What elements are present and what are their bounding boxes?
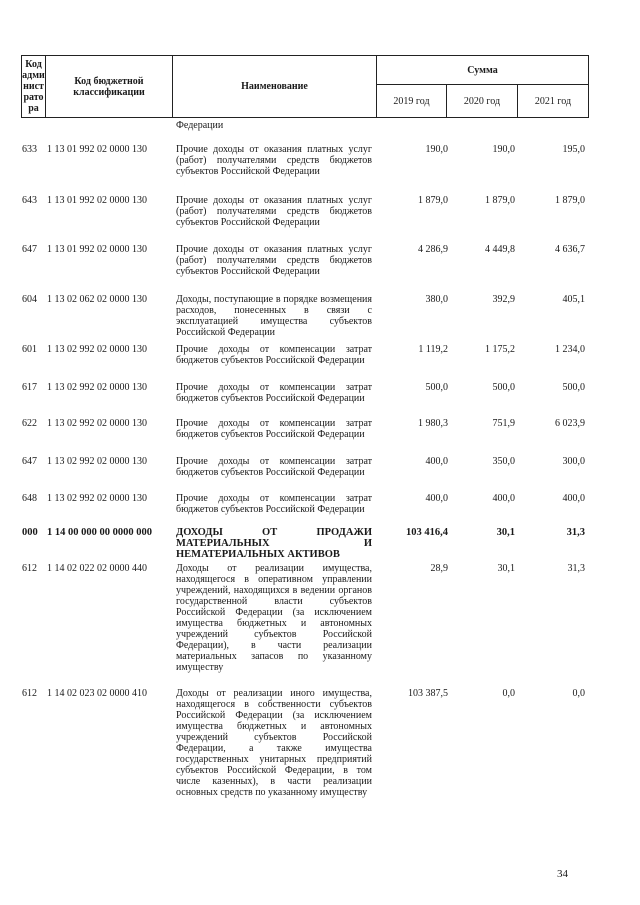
budget-code-cell: 1 13 01 992 02 0000 130 [47,144,147,155]
admin-code-cell: 643 [22,195,37,206]
amount-2020-cell: 392,9 [492,294,515,305]
amount-2021-cell: 405,1 [562,294,585,305]
amount-2019-cell: 400,0 [425,456,448,467]
amount-2019-cell: 4 286,9 [418,244,448,255]
amount-2020-cell: 1 879,0 [485,195,515,206]
amount-2020-cell: 0,0 [502,688,515,699]
amount-2021-cell: 6 023,9 [555,418,585,429]
amount-2021-cell: 1 234,0 [555,344,585,355]
amount-2021-cell: 31,3 [567,563,585,574]
admin-code-cell: 648 [22,493,37,504]
amount-2021-cell: 300,0 [562,456,585,467]
name-cell: Прочие доходы от оказания платных услуг (работ) получателями средств бюджетов субъектов Российской Федерации [176,144,372,177]
name-cell: Прочие доходы от компенсации затрат бюджетов субъектов Российской Федерации [176,418,372,440]
admin-code-cell: 612 [22,563,37,574]
amount-2020-cell: 4 449,8 [485,244,515,255]
header-year-2021: 2021 год [517,84,589,118]
amount-2021-cell: 1 879,0 [555,195,585,206]
admin-code-cell: 617 [22,382,37,393]
amount-2020-cell: 751,9 [492,418,515,429]
budget-code-cell: 1 13 02 992 02 0000 130 [47,382,147,393]
header-year-2019: 2019 год [376,84,447,118]
amount-2020-cell: 400,0 [492,493,515,504]
budget-code-cell: 1 13 02 992 02 0000 130 [47,456,147,467]
amount-2019-cell: 400,0 [425,493,448,504]
name-cell: Доходы, поступающие в порядке возмещения расходов, понесенных в связи с эксплуатацией имущества субъектов Российской Федерации [176,294,372,338]
budget-code-cell: 1 13 01 992 02 0000 130 [47,195,147,206]
admin-code-cell: 647 [22,456,37,467]
header-admin-code: Код адми нист рато ра [21,55,46,118]
budget-code-cell: 1 14 02 023 02 0000 410 [47,688,147,699]
name-cell: Прочие доходы от компенсации затрат бюджетов субъектов Российской Федерации [176,382,372,404]
name-cell: Прочие доходы от оказания платных услуг (работ) получателями средств бюджетов субъектов Российской Федерации [176,195,372,228]
amount-2021-cell: 400,0 [562,493,585,504]
name-cell: Доходы от реализации иного имущества, находящегося в собственности субъектов Российской Федерации (за исключением имущества бюджетных и автономных учреждений субъектов Российской Федерации, а также имущества государственных унитарных предприятий субъектов Российской Федерации, в том числе казенных), в части реализации основных средств по указанному имуществу [176,688,372,798]
amount-2019-cell: 103 416,4 [406,527,448,538]
admin-code-cell: 612 [22,688,37,699]
header-sum: Сумма [376,55,589,85]
header-budget-code: Код бюджетной классификации [45,55,173,118]
budget-code-cell: 1 13 01 992 02 0000 130 [47,244,147,255]
budget-code-cell: 1 14 02 022 02 0000 440 [47,563,147,574]
amount-2021-cell: 500,0 [562,382,585,393]
budget-code-cell: 1 14 00 000 00 0000 000 [47,527,152,538]
budget-code-cell: 1 13 02 992 02 0000 130 [47,344,147,355]
admin-code-cell: 601 [22,344,37,355]
amount-2020-cell: 30,1 [497,563,515,574]
amount-2021-cell: 4 636,7 [555,244,585,255]
admin-code-cell: 633 [22,144,37,155]
amount-2021-cell: 195,0 [562,144,585,155]
amount-2020-cell: 1 175,2 [485,344,515,355]
amount-2021-cell: 31,3 [566,527,585,538]
name-cell: Прочие доходы от компенсации затрат бюджетов субъектов Российской Федерации [176,493,372,515]
amount-2020-cell: 30,1 [496,527,515,538]
name-cell: Прочие доходы от компенсации затрат бюджетов субъектов Российской Федерации [176,456,372,478]
page-number: 34 [557,868,568,880]
admin-code-cell: 622 [22,418,37,429]
amount-2019-cell: 103 387,5 [408,688,448,699]
name-cell: Прочие доходы от компенсации затрат бюджетов субъектов Российской Федерации [176,344,372,366]
budget-code-cell: 1 13 02 992 02 0000 130 [47,493,147,504]
amount-2021-cell: 0,0 [572,688,585,699]
amount-2019-cell: 500,0 [425,382,448,393]
name-cell: ДОХОДЫ ОТ ПРОДАЖИ МАТЕРИАЛЬНЫХ И НЕМАТЕРИАЛЬНЫХ АКТИВОВ [176,527,372,560]
admin-code-cell: 647 [22,244,37,255]
amount-2019-cell: 1 879,0 [418,195,448,206]
amount-2019-cell: 190,0 [425,144,448,155]
budget-code-cell: 1 13 02 062 02 0000 130 [47,294,147,305]
amount-2020-cell: 500,0 [492,382,515,393]
admin-code-cell: 604 [22,294,37,305]
continuation-text: Федерации [176,120,224,131]
name-cell: Доходы от реализации имущества, находящегося в оперативном управлении учреждений, находящихся в ведении органов государственной власти субъектов Российской Федерации (за исключением имущества бюджетных и автономных учреждений субъектов Российской Федерации), в части реализации материальных запасов по указанному имуществу [176,563,372,673]
header-name: Наименование [172,55,377,118]
amount-2019-cell: 1 980,3 [418,418,448,429]
amount-2019-cell: 380,0 [425,294,448,305]
header-year-2020: 2020 год [446,84,518,118]
amount-2019-cell: 28,9 [430,563,448,574]
amount-2020-cell: 190,0 [492,144,515,155]
amount-2020-cell: 350,0 [492,456,515,467]
amount-2019-cell: 1 119,2 [418,344,448,355]
budget-code-cell: 1 13 02 992 02 0000 130 [47,418,147,429]
admin-code-cell: 000 [22,527,38,538]
name-cell: Прочие доходы от оказания платных услуг (работ) получателями средств бюджетов субъектов Российской Федерации [176,244,372,277]
